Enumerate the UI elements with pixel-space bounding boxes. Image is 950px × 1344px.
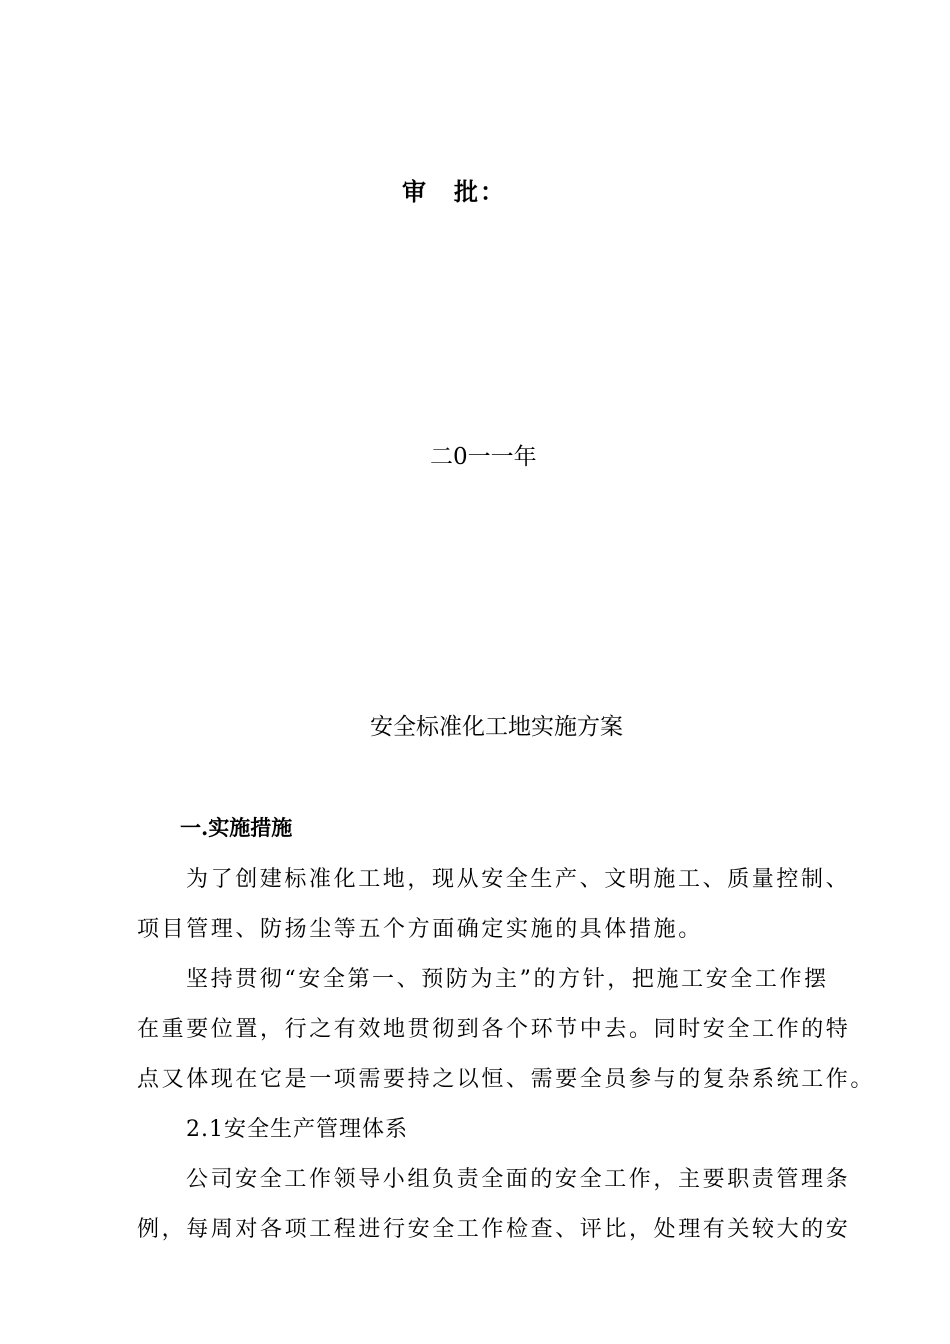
paragraph-line: 例，每周对各项工程进行安全工作检查、评比，处理有关较大的安	[137, 1217, 851, 1242]
paragraph-line: 公司安全工作领导小组负责全面的安全工作，主要职责管理条	[186, 1167, 851, 1192]
paragraph-line: 项目管理、防扬尘等五个方面确定实施的具体措施。	[137, 917, 703, 942]
paragraph-line: 点又体现在它是一项需要持之以恒、需要全员参与的复杂系统工作。	[137, 1067, 876, 1092]
document-title: 安全标准化工地实施方案	[370, 714, 623, 740]
approval-label	[402, 172, 506, 207]
paragraph-line: 为了创建标准化工地，现从安全生产、文明施工、质量控制、	[186, 867, 851, 892]
paragraph-line: 坚持贯彻“安全第一、预防为主”的方针，把施工安全工作摆	[186, 967, 829, 992]
subsection-heading: 2.1安全生产管理体系	[186, 1117, 408, 1142]
section-heading: 一.实施措施	[180, 815, 293, 840]
year-text: 二0一一年	[430, 444, 537, 470]
approval-label-a: 审	[402, 177, 428, 206]
paragraph-line: 在重要位置，行之有效地贯彻到各个环节中去。同时安全工作的特	[137, 1017, 851, 1042]
approval-label-b: 批：	[454, 177, 506, 206]
